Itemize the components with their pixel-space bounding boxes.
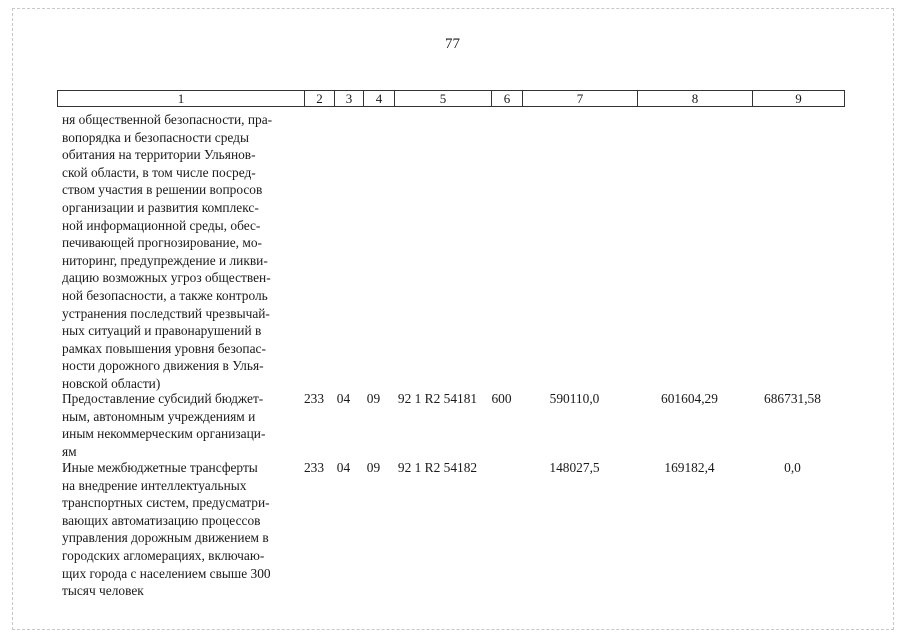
description-line: печивающей прогнозирование, мо- bbox=[62, 235, 262, 251]
description-line: обитания на территории Ульянов- bbox=[62, 147, 256, 163]
description-line: новской области) bbox=[62, 375, 161, 391]
cell-amount-col7: 590110,0 bbox=[549, 391, 600, 406]
cell-target-article: 92 1 R2 54182 bbox=[397, 460, 478, 475]
description-line: на внедрение интеллектуальных bbox=[62, 477, 247, 493]
description-line: ной безопасности, а также контроль bbox=[62, 287, 268, 303]
cell-expense-type: 600 bbox=[491, 391, 512, 406]
description-line: ня общественной безопасности, пра- bbox=[62, 112, 273, 127]
description-line: устранения последствий чрезвычай- bbox=[62, 305, 270, 321]
description-line: ным, автономным учреждениям и bbox=[62, 408, 256, 424]
cell-expense-type bbox=[486, 459, 517, 600]
description-line: ности дорожного движения в Улья- bbox=[62, 358, 264, 374]
page-number: 77 bbox=[445, 36, 460, 52]
description-line: щих города с населением свыше 300 bbox=[62, 565, 271, 581]
header-col-9: 9 bbox=[795, 91, 802, 106]
description-line: организации и развития комплекс- bbox=[62, 199, 259, 215]
header-col-4: 4 bbox=[364, 91, 395, 106]
cell-section: 04 bbox=[336, 460, 351, 475]
cell-subsection: 09 bbox=[366, 460, 381, 475]
cell-ministry-code: 233 bbox=[303, 460, 325, 475]
row-description bbox=[57, 459, 299, 600]
description-line: вающих автоматизацию процессов bbox=[62, 512, 261, 528]
description-line: городских агломерациях, включаю- bbox=[62, 547, 265, 563]
cell-section: 04 bbox=[336, 391, 351, 406]
description-line: ных ситуаций и правонарушений в bbox=[62, 323, 262, 339]
cell-amount-col9: 686731,58 bbox=[764, 391, 821, 406]
description-line: тысяч человек bbox=[62, 583, 144, 599]
description-line: иным некоммерческим организаци- bbox=[62, 426, 266, 442]
header-col-3: 3 bbox=[335, 91, 364, 106]
cell-amount-col9: 0,0 bbox=[784, 460, 801, 475]
table-row bbox=[57, 111, 299, 393]
table-row bbox=[57, 459, 838, 600]
cell-target-article: 92 1 R2 54181 bbox=[397, 391, 478, 406]
description-line: Иные межбюджетные трансферты bbox=[62, 460, 258, 475]
cell-ministry-code: 233 bbox=[303, 391, 325, 406]
cell-amount-col7: 148027,5 bbox=[549, 460, 600, 475]
description-line: рамках повышения уровня безопас- bbox=[62, 340, 266, 356]
row-description bbox=[57, 111, 299, 393]
description-line: ской области, в том числе посред- bbox=[62, 164, 256, 180]
description-line: управления дорожным движением в bbox=[62, 530, 269, 546]
description-line: ям bbox=[62, 443, 77, 459]
cell-amount-col8: 169182,4 bbox=[664, 460, 715, 475]
description-line: транспортных систем, предусматри- bbox=[62, 495, 270, 511]
header-col-1: 1 bbox=[58, 91, 305, 106]
header-col-2: 2 bbox=[305, 91, 335, 106]
row-description bbox=[57, 390, 299, 460]
header-col-6: 6 bbox=[492, 91, 523, 106]
table-row bbox=[57, 390, 838, 460]
description-line: вопорядка и безопасности среды bbox=[62, 129, 249, 145]
description-line: ством участия в решении вопросов bbox=[62, 182, 263, 198]
header-col-5: 5 bbox=[395, 91, 492, 106]
header-col-8: 8 bbox=[638, 91, 753, 106]
description-line: ной информационной среды, обес- bbox=[62, 217, 261, 233]
cell-amount-col8: 601604,29 bbox=[661, 391, 718, 406]
description-line: дацию возможных угроз обществен- bbox=[62, 270, 271, 286]
table-header bbox=[57, 90, 845, 107]
cell-subsection: 09 bbox=[366, 391, 381, 406]
header-col-7: 7 bbox=[523, 91, 638, 106]
description-line: ниторинг, предупреждение и ликви- bbox=[62, 252, 268, 268]
description-line: Предоставление субсидий бюджет- bbox=[62, 391, 264, 406]
